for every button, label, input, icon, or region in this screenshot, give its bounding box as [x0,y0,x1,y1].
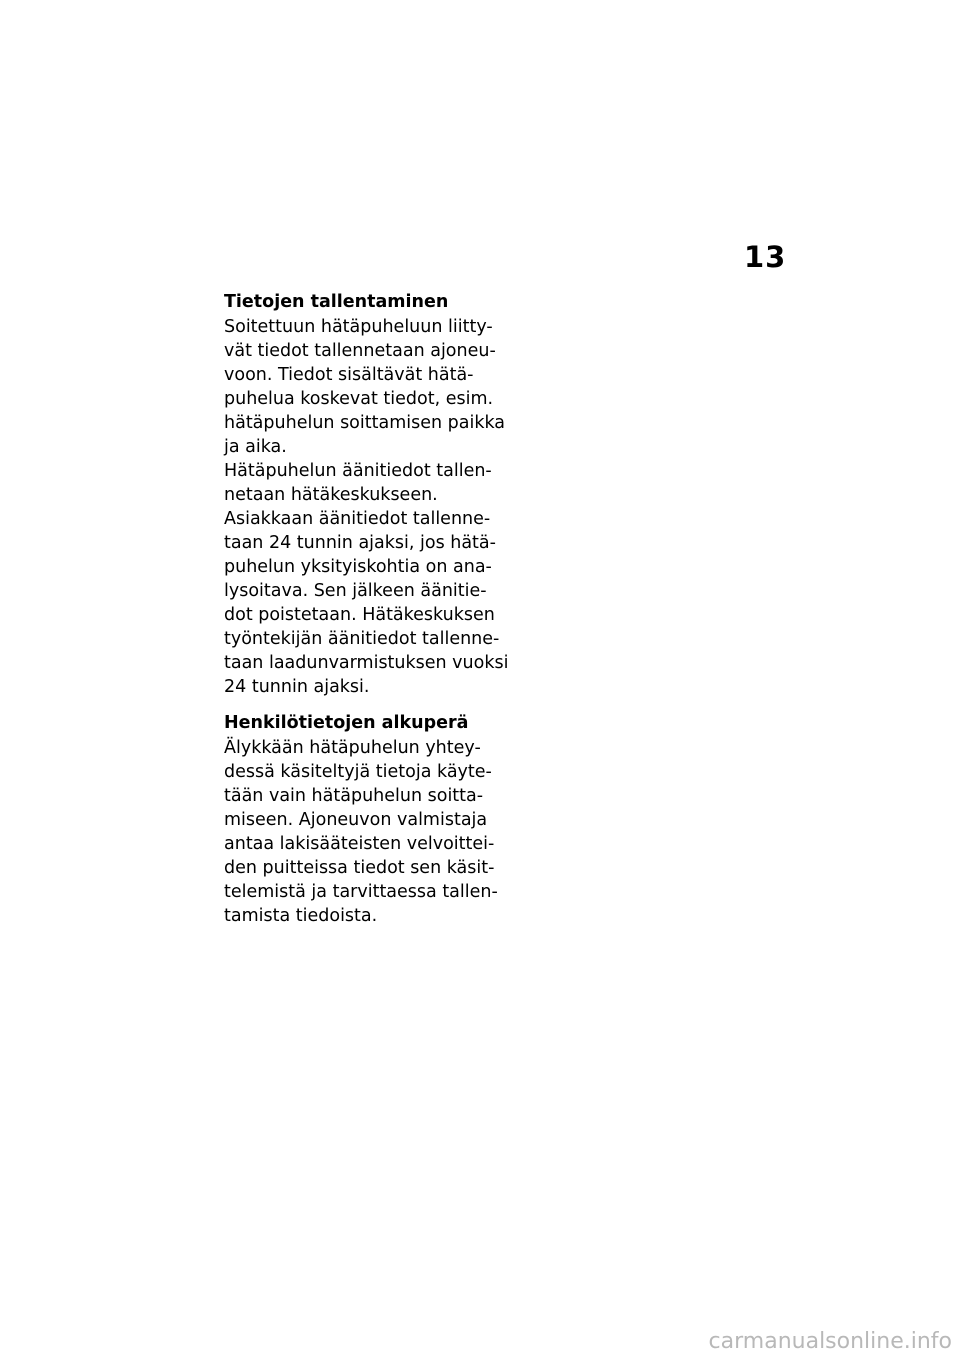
text-line: Soitettuun hätäpuheluun liitty- [224,317,493,337]
text-line: lysoitava. Sen jälkeen äänitie- [224,581,487,601]
text-line: dot poistetaan. Hätäkeskuksen [224,605,495,625]
text-column [224,290,509,940]
text-line: den puitteissa tiedot sen käsit- [224,858,495,878]
text-line: Asiakkaan äänitiedot tallenne- [224,509,491,529]
text-line: Hätäpuhelun äänitiedot tallen- [224,461,492,481]
text-line: taan laadunvarmistuksen vuoksi [224,653,509,673]
section-title: Henkilötietojen alkuperä [224,713,469,733]
page-number: 13 [744,240,787,274]
paragraph [224,736,499,928]
text-line: voon. Tiedot sisältävät hätä- [224,365,474,385]
text-line: miseen. Ajoneuvon valmistaja [224,810,488,830]
text-line: puhelua koskevat tiedot, esim. [224,389,494,409]
section-data-origin [224,711,499,928]
paragraph [224,459,509,699]
text-line: telemistä ja tarvittaessa tallen- [224,882,498,902]
section-data-storage [224,290,509,699]
section-title: Tietojen tallentaminen [224,292,449,312]
text-line: ja aika. [224,437,287,457]
text-line: työntekijän äänitiedot tallenne- [224,629,500,649]
text-line: netaan hätäkeskukseen. [224,485,438,505]
text-line: dessä käsiteltyjä tietoja käyte- [224,762,492,782]
text-line: 24 tunnin ajaksi. [224,677,370,697]
text-line: hätäpuhelun soittamisen paikka [224,413,506,433]
text-line: antaa lakisääteisten velvoittei- [224,834,495,854]
watermark: carmanualsonline.info [708,1329,952,1354]
text-line: vät tiedot tallennetaan ajoneu- [224,341,496,361]
text-line: tamista tiedoista. [224,906,378,926]
text-line: taan 24 tunnin ajaksi, jos hätä- [224,533,496,553]
text-line: puhelun yksityiskohtia on ana- [224,557,492,577]
text-line: tään vain hätäpuhelun soitta- [224,786,484,806]
paragraph [224,315,506,459]
text-line: Älykkään hätäpuhelun yhtey- [224,738,481,758]
